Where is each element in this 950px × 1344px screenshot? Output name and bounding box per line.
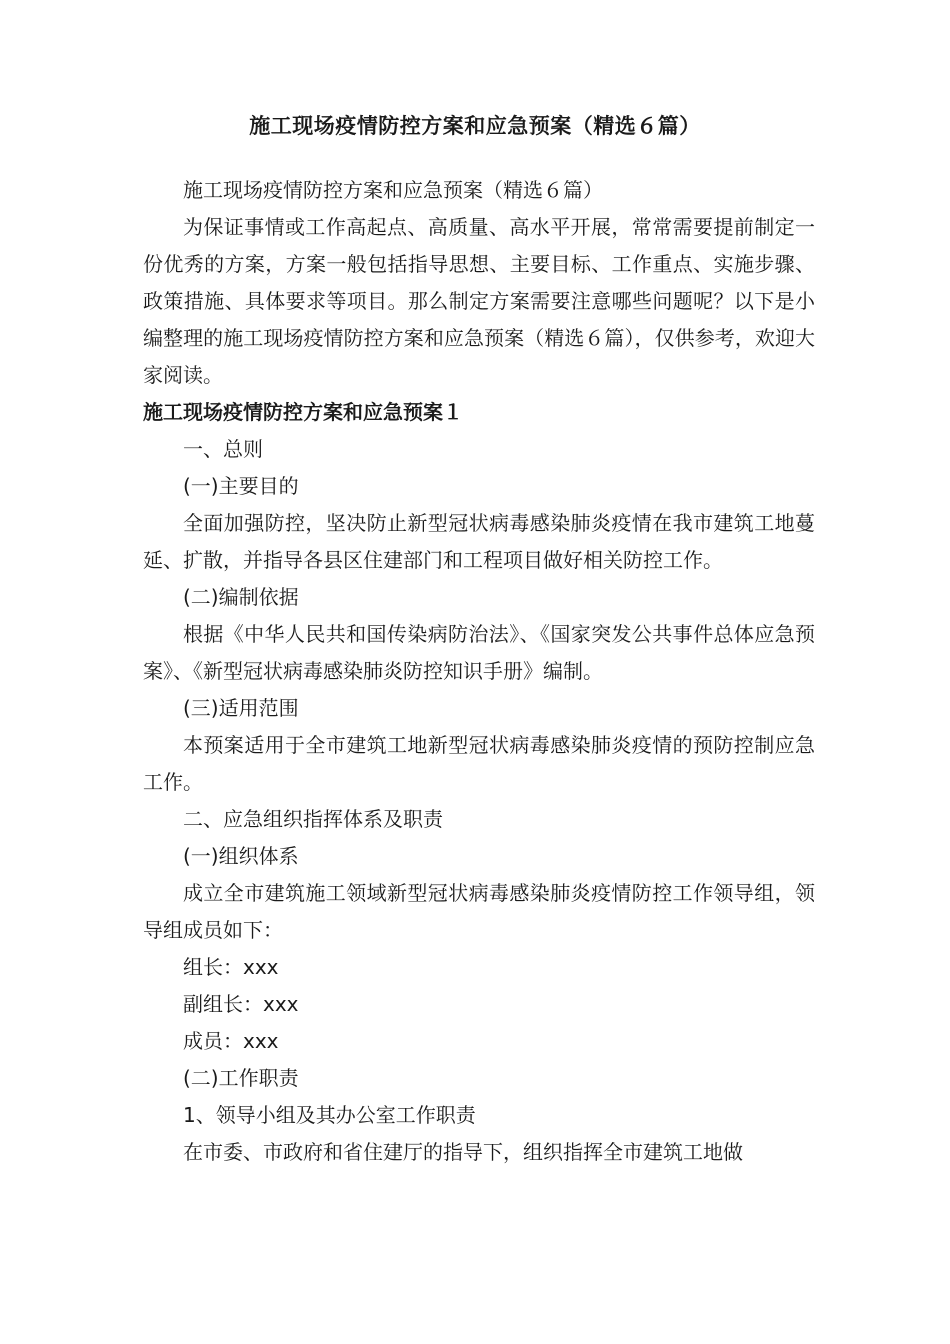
document-body xyxy=(143,172,815,1171)
paragraph-purpose: 全面加强防控，坚决防止新型冠状病毒感染肺炎疫情在我市建筑工地蔓延、扩散，并指导各县区住建部门和工程项目做好相关防控工作。 xyxy=(143,511,815,572)
member-members: 成员：xxx xyxy=(183,1029,279,1053)
section-heading: 施工现场疫情防控方案和应急预案１ xyxy=(143,400,463,424)
paragraph-scope: 本预案适用于全市建筑工地新型冠状病毒感染肺炎疫情的预防控制应急工作。 xyxy=(143,733,815,794)
chapter-heading-general: 一、总则 xyxy=(183,437,263,461)
subheading-purpose: (一)主要目的 xyxy=(183,474,299,498)
subheading-system: (一)组织体系 xyxy=(183,844,299,868)
member-deputy: 副组长：xxx xyxy=(183,992,299,1016)
subheading-duties: (二)工作职责 xyxy=(183,1066,299,1090)
intro-title-repeat: 施工现场疫情防控方案和应急预案（精选６篇） xyxy=(183,178,603,202)
member-leader: 组长：xxx xyxy=(183,955,279,979)
paragraph-duties: 在市委、市政府和省住建厅的指导下，组织指挥全市建筑工地做 xyxy=(183,1140,743,1164)
paragraph-basis: 根据《中华人民共和国传染病防治法》、《国家突发公共事件总体应急预案》、《新型冠状病毒感染肺炎防控知识手册》编制。 xyxy=(143,622,815,683)
paragraph-system: 成立全市建筑施工领域新型冠状病毒感染肺炎疫情防控工作领导组，领导组成员如下： xyxy=(143,881,815,942)
subheading-office-duties: 1、领导小组及其办公室工作职责 xyxy=(183,1103,476,1127)
subheading-basis: (二)编制依据 xyxy=(183,585,299,609)
subheading-scope: (三)适用范围 xyxy=(183,696,299,720)
document-title: 施工现场疫情防控方案和应急预案（精选６篇） xyxy=(249,114,701,138)
chapter-heading-organization: 二、应急组织指挥体系及职责 xyxy=(183,807,443,831)
intro-paragraph: 为保证事情或工作高起点、高质量、高水平开展，常常需要提前制定一份优秀的方案，方案一般包括指导思想、主要目标、工作重点、实施步骤、政策措施、具体要求等项目。那么制定方案需要注意哪些问题呢？以下是小编整理的施工现场疫情防控方案和应急预案（精选６篇），仅供参考，欢迎大家阅读。 xyxy=(143,215,815,387)
